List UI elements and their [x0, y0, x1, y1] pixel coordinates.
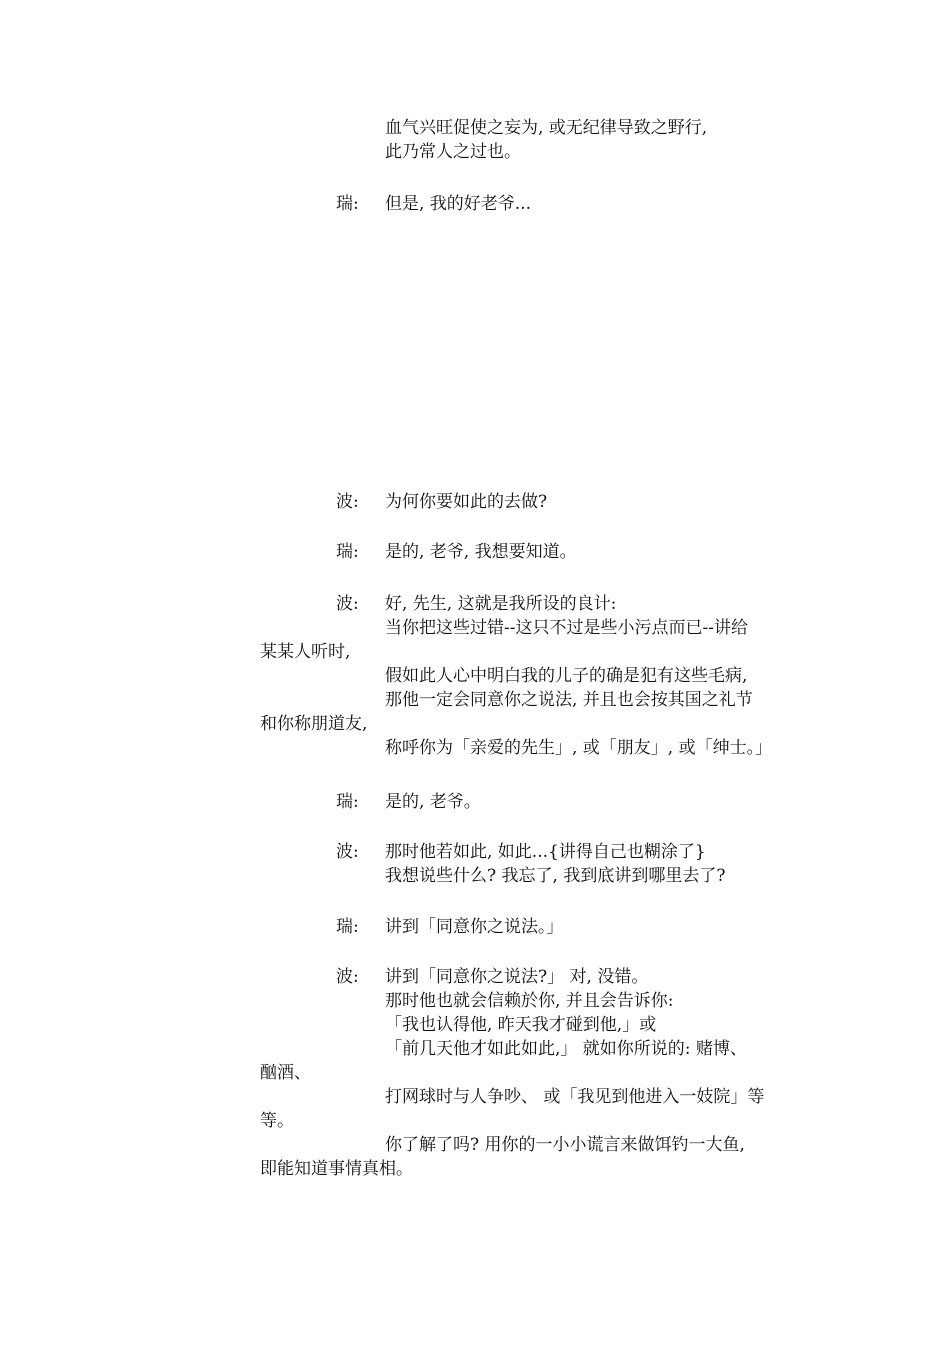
line-text: 那他一定会同意你之说法, 并且也会按其国之礼节	[385, 690, 753, 710]
speech-line-wrap	[260, 712, 820, 736]
line-text: 等。	[260, 1111, 294, 1131]
speech-line	[260, 989, 820, 1013]
line-text: 血气兴旺促使之妄为, 或无纪律导致之野行,	[385, 118, 708, 138]
line-text: 当你把这些过错--这只不过是些小污点而已--讲给	[385, 618, 748, 638]
line-text: 假如此人心中明白我的儿子的确是犯有这些毛病,	[385, 666, 748, 686]
speech-rui-2	[260, 540, 820, 564]
line-text: 某某人听时,	[260, 642, 351, 662]
speech-line	[260, 1013, 820, 1037]
speech-line	[260, 736, 820, 760]
speech-line	[260, 1085, 820, 1109]
speech-line	[260, 1133, 820, 1157]
line-text: 你了解了吗? 用你的一小小谎言来做饵钓一大鱼,	[385, 1135, 745, 1155]
speaker-label: 瑞:	[336, 917, 359, 937]
speaker-label: 瑞:	[336, 542, 359, 562]
speech-line	[260, 965, 820, 989]
speech-line	[260, 140, 820, 164]
speech-rui-4	[260, 915, 820, 939]
speaker-label: 波:	[336, 842, 359, 862]
line-text: 但是, 我的好老爷...	[385, 194, 532, 214]
speech-line	[260, 490, 820, 514]
speech-line	[260, 864, 820, 888]
speech-rui-3	[260, 790, 820, 814]
speech-rui-1	[260, 192, 820, 216]
speaker-label: 瑞:	[336, 194, 359, 214]
speech-line	[260, 664, 820, 688]
line-text: 此乃常人之过也。	[385, 142, 521, 162]
line-text: 称呼你为「亲爱的先生」, 或「朋友」, 或「绅士。」	[385, 738, 773, 758]
speech-line	[260, 116, 820, 140]
speech-line	[260, 592, 820, 616]
line-text: 为何你要如此的去做?	[385, 492, 548, 512]
speech-line	[260, 1037, 820, 1061]
line-text: 是的, 老爷, 我想要知道。	[385, 542, 577, 562]
speech-continuation	[260, 116, 820, 164]
speech-line	[260, 688, 820, 712]
speech-line	[260, 915, 820, 939]
line-text: 讲到「同意你之说法?」 对, 没错。	[385, 967, 649, 987]
speech-bo-3	[260, 840, 820, 888]
speech-line-wrap	[260, 1061, 820, 1085]
line-text: 即能知道事情真相。	[260, 1159, 413, 1179]
speaker-label: 波:	[336, 594, 359, 614]
speech-line-wrap	[260, 1109, 820, 1133]
line-text: 那时他也就会信赖於你, 并且会告诉你:	[385, 991, 674, 1011]
line-text: 是的, 老爷。	[385, 792, 481, 812]
speech-line	[260, 616, 820, 640]
line-text: 我想说些什么? 我忘了, 我到底讲到哪里去了?	[385, 866, 726, 886]
speech-bo-4	[260, 965, 820, 1181]
line-text: 打网球时与人争吵、 或「我见到他进入一妓院」等	[385, 1087, 765, 1107]
line-text: 那时他若如此, 如此...{讲得自己也糊涂了}	[385, 842, 706, 862]
line-text: 「我也认得他, 昨天我才碰到他,」或	[385, 1015, 657, 1035]
line-text: 酗酒、	[260, 1063, 311, 1083]
line-text: 好, 先生, 这就是我所设的良计:	[385, 594, 617, 614]
speech-line-wrap	[260, 640, 820, 664]
line-text: 和你称朋道友,	[260, 714, 368, 734]
speech-bo-1	[260, 490, 820, 514]
line-text: 「前几天他才如此如此,」 就如你所说的: 赌博、	[385, 1039, 747, 1059]
speech-line	[260, 192, 820, 216]
speech-line	[260, 540, 820, 564]
line-text: 讲到「同意你之说法。」	[385, 917, 564, 937]
speech-line	[260, 840, 820, 864]
speaker-label: 瑞:	[336, 792, 359, 812]
speaker-label: 波:	[336, 967, 359, 987]
speech-line	[260, 790, 820, 814]
speech-line-wrap	[260, 1157, 820, 1181]
speaker-label: 波:	[336, 492, 359, 512]
speech-bo-2	[260, 592, 820, 760]
